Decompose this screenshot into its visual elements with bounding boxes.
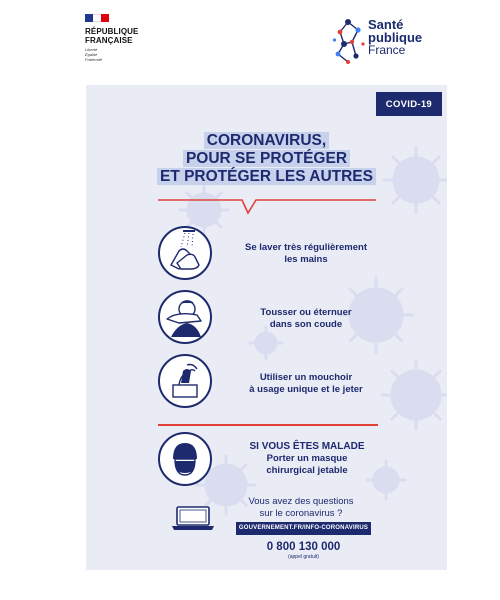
- hand-washing-icon: [157, 225, 213, 281]
- sick-text: [222, 441, 392, 476]
- action-3-text: [226, 372, 386, 395]
- speech-bubble-line: [86, 85, 447, 225]
- tissue-icon: [157, 353, 213, 409]
- section-divider: [158, 424, 378, 426]
- questions-line-1: Vous avez des questions: [248, 496, 354, 507]
- action-2-text: [226, 307, 386, 330]
- spf-line-3: France: [368, 43, 406, 57]
- motto-liberte: Liberté: [85, 47, 98, 52]
- action-2-line-2: dans son coude: [269, 318, 343, 330]
- spf-line-1: Santé: [368, 17, 404, 32]
- sick-line-2: chirurgical jetable: [266, 464, 348, 476]
- action-1-text: [226, 242, 386, 265]
- republique-francaise-logo: [85, 14, 165, 62]
- spf-molecule-icon: [332, 16, 366, 66]
- action-3-line-1: Utiliser un mouchoir: [259, 372, 353, 383]
- republique-line-1: RÉPUBLIQUE: [85, 27, 139, 36]
- motto: [85, 47, 165, 62]
- title-line-2: POUR SE PROTÉGER: [183, 150, 350, 167]
- covid-19-tag: COVID-19: [376, 92, 442, 116]
- action-1-line-1: Se laver très régulièrement: [245, 242, 367, 253]
- questions-text: [231, 496, 371, 519]
- motto-egalite: Égalité: [85, 52, 98, 57]
- title-line-3: ET PROTÉGER LES AUTRES: [157, 168, 376, 185]
- spf-line-2: publique: [368, 30, 423, 45]
- sick-line-1: Porter un masque: [266, 453, 348, 464]
- questions-line-2: sur le coronavirus ?: [259, 507, 343, 519]
- sante-publique-france-logo: [332, 16, 442, 68]
- action-3-line-2: à usage unique et le jeter: [249, 383, 363, 395]
- phone-note: (appel gratuit): [288, 554, 319, 560]
- motto-fraternite: Fraternité: [85, 57, 103, 62]
- info-url-link[interactable]: GOUVERNEMENT.FR/INFO-CORONAVIRUS: [236, 522, 371, 535]
- sick-heading: SI VOUS ÊTES MALADE: [249, 441, 365, 452]
- phone-number[interactable]: 0 800 130 000: [266, 541, 341, 553]
- title-line-1: CORONAVIRUS,: [204, 132, 329, 149]
- republique-line-2: FRANÇAISE: [85, 36, 133, 45]
- laptop-icon: [172, 505, 214, 531]
- french-flag-icon: [85, 14, 109, 22]
- elbow-cough-icon: [157, 289, 213, 345]
- action-1-line-2: les mains: [284, 253, 328, 265]
- covid-poster: [86, 85, 447, 570]
- spf-wordmark: [368, 18, 422, 57]
- action-2-line-1: Tousser ou éternuer: [260, 307, 352, 318]
- face-mask-icon: [157, 431, 213, 487]
